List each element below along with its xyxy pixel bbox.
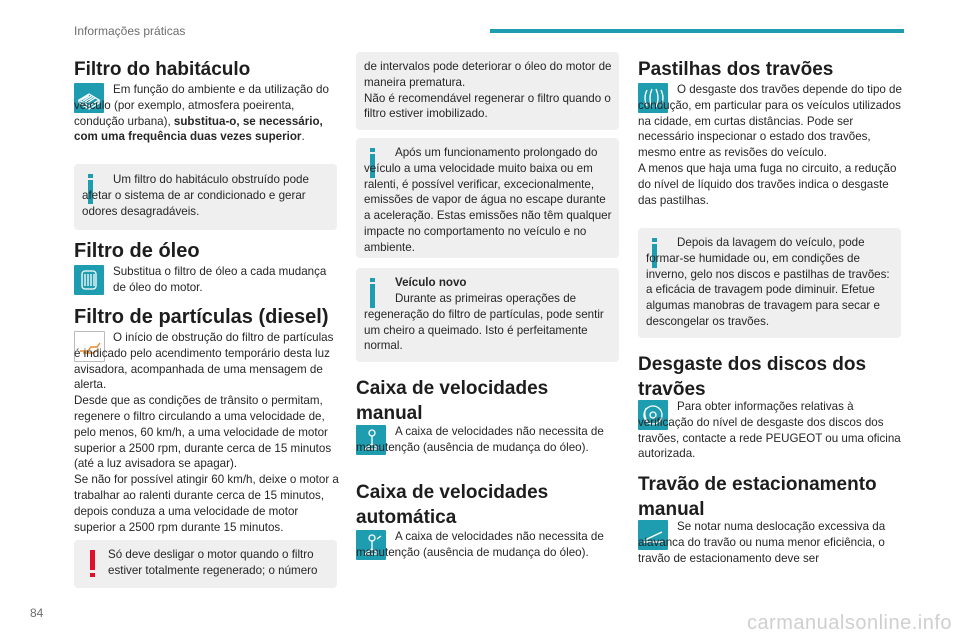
note-idle-text: Após um funcionamento prolongado do veículo a uma velocidade muito baixa ou em ralenti, é possível verificar, excecionalmente, emissões de vapor de água no escape durante a aceleração. Estas emissões não têm qualquer impacte no comportamento no veículo e no ambiente. (364, 146, 612, 254)
note-cabin-text: Um filtro do habitáculo obstruído pode afetar o sistema de ar condicionado e gerar odores desagradáveis. (82, 173, 309, 218)
heading-brake-pads: Pastilhas dos travões (638, 59, 834, 80)
warning-box-continued (356, 52, 619, 130)
warning-continued-text: de intervalos pode deteriorar o óleo do motor de maneira prematura. Não é recomendável regenerar o filtro quando o filtro estiver imobilizado. (364, 60, 612, 121)
paragraph-parking-brake: Se notar numa deslocação excessiva da alavanca do travão ou numa menor eficiência, o travão de estacionamento deve ser (638, 520, 886, 565)
header-title: Informações práticas (74, 24, 186, 38)
warning-particle-text: Só deve desligar o motor quando o filtro estiver totalmente regenerado; o número (108, 548, 318, 577)
heading-particle-filter: Filtro de partículas (diesel) (74, 306, 329, 328)
heading-cabin-filter: Filtro do habitáculo (74, 59, 251, 80)
heading-oil-filter: Filtro de óleo (74, 240, 200, 262)
paragraph-disc-wear: Para obter informações relativas à verificação do nível de desgaste dos discos dos travões, contacte a rede PEUGEOT ou uma oficina autorizada. (638, 400, 901, 461)
note-box-wash (638, 228, 901, 338)
note-box-cabin (74, 164, 337, 230)
cabin-text-a: Em função do ambiente e da utilização do veículo (por exemplo, atmosfera poeirenta, condução urbana), (74, 83, 329, 128)
paragraph-cabin-filter (74, 82, 339, 145)
warning-box-particle (74, 540, 337, 588)
warning-icon (90, 550, 95, 570)
heading-parking-brake: Travão de estacionamento manual (638, 474, 877, 520)
cabin-text-c: . (301, 130, 305, 144)
paragraph-oil-filter: Substitua o filtro de óleo a cada mudança de óleo do motor. (113, 265, 327, 294)
paragraph-automatic-gearbox: A caixa de velocidades não necessita de manutenção (ausência de mudança do óleo). (356, 530, 604, 559)
heading-manual-gearbox: Caixa de velocidades manual (356, 378, 549, 424)
paragraph-particle-filter: O início de obstrução do filtro de partículas é indicado pelo acendimento temporário desta luz avisadora, acompanhada de uma mensagem de alerta. Desde que as condições de trânsito o permitam, regenere o filtro circulando a uma velocidade de, pelo menos, 60 km/h, a uma velocidade de motor superior a 2500 rpm, durante cerca de 15 minutos (até a luz avisadora se apagar). Se não for possível atingir 60 km/h, deixe o motor a trabalhar ao ralenti durante cerca de 15 minutos, depois conduza a uma velocidade de motor superior a 2500 rpm durante 15 minutos. (74, 331, 339, 534)
heading-automatic-gearbox: Caixa de velocidades automática (356, 482, 549, 528)
note-box-new-vehicle (356, 268, 619, 362)
paragraph-brake-pads: O desgaste dos travões depende do tipo de condução, em particular para os veículos utilizados na cidade, em curtas distâncias. Pode ser necessário inspecionar o estado dos travões, mesmo entre as revisões do veículo. A menos que haja uma fuga no circuito, a redução do nível de líquido dos travões indica o desgaste das pastilhas. (638, 83, 902, 207)
heading-disc-wear: Desgaste dos discos dos travões (638, 354, 867, 400)
page-number: 84 (30, 606, 44, 620)
note-new-title: Veículo novo (395, 276, 467, 289)
cabin-text-bold: substitua-o, se necessário, com uma frequência duas vezes superior (74, 114, 323, 144)
paragraph-manual-gearbox: A caixa de velocidades não necessita de manutenção (ausência de mudança do óleo). (356, 425, 604, 454)
note-new-body: Durante as primeiras operações de regeneração do filtro de partículas, pode sentir um cheiro a queimado. Isto é perfeitamente normal. (364, 292, 604, 353)
oil-filter-icon (74, 265, 104, 295)
watermark: carmanualsonline.info (746, 612, 952, 634)
note-wash-text: Depois da lavagem do veículo, pode formar-se humidade ou, em condições de inverno, gelo nos discos e pastilhas de travões: a eficácia de travagem pode diminuir. Efetue algumas manobras de travagem para secar e descongelar os travões. (646, 236, 890, 328)
note-box-idle (356, 138, 619, 258)
header-accent-bar (490, 29, 904, 33)
